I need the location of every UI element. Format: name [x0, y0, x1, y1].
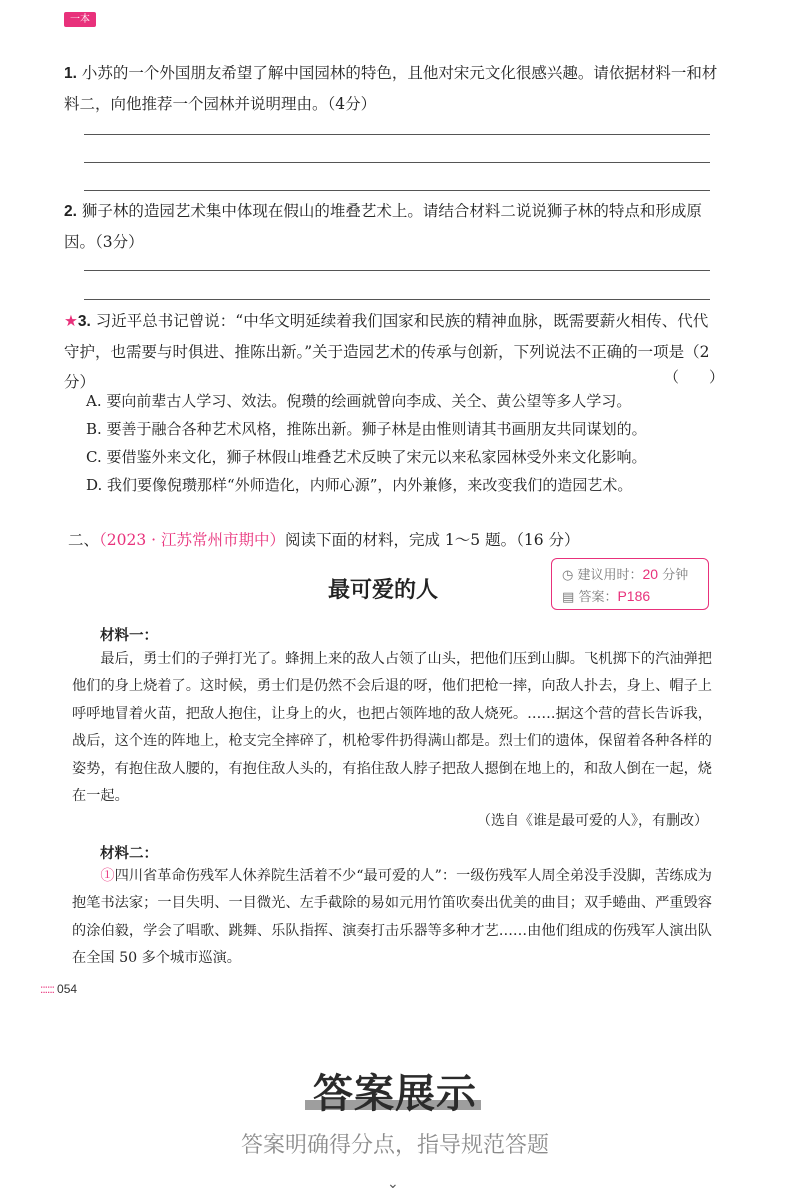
answer-row — [562, 586, 650, 605]
question-text: 习近平总书记曾说：“中华文明延续着我们国家和民族的精神血脉，既需要薪火相传、代代守护，也需要与时俱进、推陈出新。”关于造园艺术的传承与创新，下列说法不正确的一项是（2分） — [64, 312, 710, 391]
header-tag: 一本 — [64, 12, 96, 27]
time-value: 20 — [642, 566, 659, 582]
star-icon: ★ — [64, 312, 78, 330]
material-1-text: 最后，勇士们的子弹打光了。蜂拥上来的敌人占领了山头，把他们压到山脚。飞机掷下的汽油弹把他们的身上烧着了。这时候，勇士们是仍然不会后退的呀，他们把枪一摔，向敌人扑去，身上、帽子上呼呼地冒着火苗，把敌人抱住，让身上的火，也把占领阵地的敌人烧死。……据这个营的营长告诉我，战后，这个连的阵地上，枪支完全摔碎了，机枪零件扔得满山都是。烈士们的遗体，保留着各种各样的姿势，有抱住敌人腰的，有抱住敌人头的，有掐住敌人脖子把敌人摁倒在地上的，和敌人倒在一起，烧在一起。 — [72, 651, 712, 805]
material-1-label: 材料一： — [100, 628, 158, 644]
option-c: C. 要借鉴外来文化，狮子林假山堆叠艺术反映了宋元以来私家园林受外来文化影响。 — [86, 448, 647, 466]
material-1-source: （选自《谁是最可爱的人》，有删改） — [477, 813, 708, 829]
time-label: 建议用时： — [577, 568, 643, 583]
page-number-text: 054 — [57, 982, 78, 996]
section-source: （2023 · 江苏常州市期中） — [99, 531, 285, 549]
material-2-paragraph — [72, 863, 712, 973]
answer-line[interactable] — [84, 162, 710, 163]
document-icon: ▤ — [562, 590, 575, 605]
question-text: 狮子林的造园艺术集中体现在假山的堆叠艺术上。请结合材料二说说狮子林的特点和形成原因。（3分） — [64, 202, 702, 251]
answer-line[interactable] — [84, 190, 710, 191]
question-number: 2. — [64, 203, 77, 220]
answer-blank[interactable]: （ ） — [664, 368, 725, 386]
answer-page: P186 — [617, 588, 651, 604]
material-2-label: 材料二： — [100, 846, 158, 862]
question-text: 小苏的一个外国朋友希望了解中国园林的特色，且他对宋元文化很感兴趣。请依据材料一和材料二，向他推荐一个园林并说明理由。（4分） — [64, 64, 718, 113]
dots-decoration: :::::: — [40, 982, 55, 996]
banner-subtitle: 答案明确得分点，指导规范答题 — [240, 1133, 549, 1158]
section-2-heading — [68, 528, 579, 550]
time-box — [551, 558, 709, 610]
clock-icon: ◷ — [562, 568, 574, 583]
option-a: A. 要向前辈古人学习、效法。倪瓒的绘画就曾向李成、关仝、黄公望等多人学习。 — [86, 392, 632, 410]
page-number — [40, 982, 77, 996]
article-title: 最可爱的人 — [328, 577, 439, 603]
section-prefix: 二、 — [68, 531, 100, 549]
question-number: 3. — [77, 313, 91, 330]
question-3 — [64, 306, 720, 397]
option-d: D. 我们要像倪瓒那样“外师造化，内师心源”，内外兼修，来改变我们的造园艺术。 — [86, 476, 633, 494]
answer-line[interactable] — [84, 270, 710, 271]
time-row — [562, 564, 688, 583]
chevron-down-icon: ⌄ — [387, 1176, 399, 1192]
answer-line[interactable] — [84, 299, 710, 300]
paragraph-marker: ① — [100, 868, 115, 884]
banner-title: 答案展示 — [313, 1071, 477, 1117]
question-number: 1. — [64, 65, 77, 82]
section-instruction: 阅读下面的材料，完成 1～5 题。（16 分） — [285, 531, 580, 549]
answer-line[interactable] — [84, 134, 710, 135]
answer-label: 答案： — [578, 590, 618, 605]
question-2 — [64, 196, 720, 257]
option-b: B. 要善于融合各种艺术风格，推陈出新。狮子林是由惟则请其书画朋友共同谋划的。 — [86, 420, 647, 438]
time-unit: 分钟 — [662, 568, 689, 583]
material-2-text: 四川省革命伤残军人休养院生活着不少“最可爱的人”：一级伤残军人周全弟没手没脚，苦练成为抱笔书法家；一目失明、一目微光、左手截除的易如元用竹笛吹奏出优美的曲目；双手蜷曲、严重毁容的涂伯毅，学会了唱歌、跳舞、乐队指挥、演奏打击乐器等多种才艺……由他们组成的伤残军人演出队在全国 50 多个城市巡演。 — [72, 868, 712, 967]
question-1 — [64, 58, 720, 119]
